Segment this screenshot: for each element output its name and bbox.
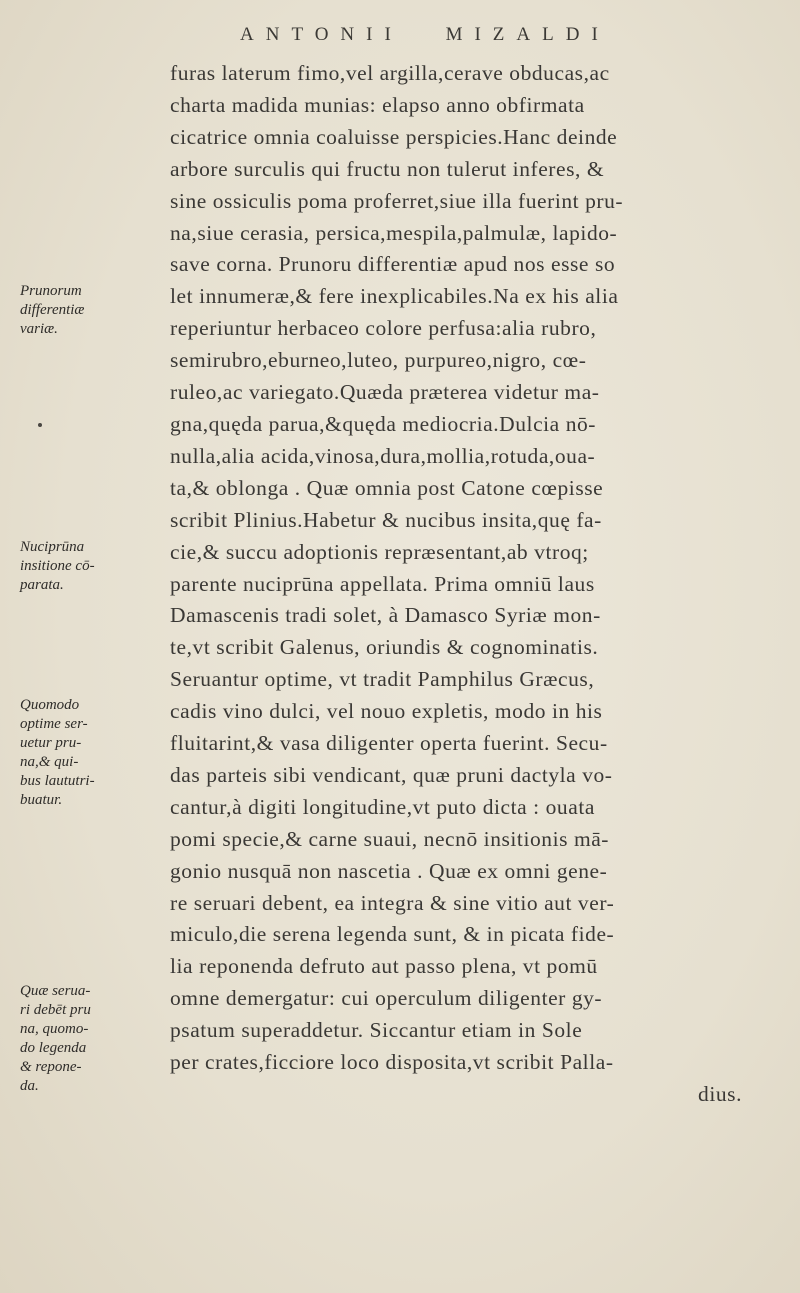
text-line: ta,& oblonga . Quæ omnia post Catone cœpisse [170, 475, 604, 500]
text-line: na,siue cerasia, persica,mespila,palmulæ, lapido- [170, 220, 618, 245]
text-line: ruleo,ac variegato.Quæda præterea videtur ma- [170, 380, 600, 405]
margin-note-line: parata. [20, 577, 64, 593]
margin-note-line: do legenda [20, 1040, 87, 1056]
header-word-1: ANTONII [240, 24, 403, 45]
margin-note-line: optime ser- [20, 716, 88, 732]
margin-note-line: Nuciprūna [20, 539, 85, 555]
margin-note-line: insitione cō- [20, 558, 95, 574]
text-line: Damascenis tradi solet, à Damasco Syriæ mon- [170, 603, 601, 628]
text-line: das parteis sibi vendicant, quæ pruni dactyla vo- [170, 762, 613, 787]
main-text-block [170, 58, 770, 1111]
margin-note-line: variæ. [20, 321, 58, 337]
text-line: te,vt scribit Galenus, oriundis & cognominatis. [170, 635, 599, 660]
text-line: cantur,à digiti longitudine,vt puto dicta : ouata [170, 794, 595, 819]
running-header [240, 24, 720, 46]
text-line: nulla,alia acida,vinosa,dura,mollia,rotuda,oua- [170, 443, 596, 468]
text-line: gonio nusquā non nascetia . Quæ ex omni gene- [170, 858, 608, 883]
text-line-final: dius. [698, 1082, 742, 1106]
text-line: let innumeræ,& fere inexplicabiles.Na ex his alia [170, 284, 619, 309]
margin-note-line: da. [20, 1078, 39, 1094]
margin-note-line: na,& qui- [20, 754, 79, 770]
text-line: parente nuciprūna appellata. Prima omniū laus [170, 571, 595, 596]
margin-note-line: Quæ serua- [20, 983, 91, 999]
margin-note-line: Quomodo [20, 697, 80, 713]
text-line: re seruari debent, ea integra & sine vitio aut ver- [170, 890, 615, 915]
text-line: semirubro,eburneo,luteo, purpureo,nigro, cœ- [170, 348, 587, 373]
margin-note-line: & repone- [20, 1059, 82, 1075]
margin-note-line: uetur pru- [20, 735, 82, 751]
text-line: Seruantur optime, vt tradit Pamphilus Græcus, [170, 667, 595, 692]
text-line: lia reponenda defruto aut passo plena, vt pomū [170, 954, 598, 979]
header-word-2: MIZALDI [445, 24, 610, 45]
margin-note-nuciprunna [20, 538, 160, 595]
text-line: cie,& succu adoptionis repræsentant,ab vtroq; [170, 539, 589, 564]
text-line: per crates,ficciore loco disposita,vt scribit Palla- [170, 1050, 614, 1075]
text-line: furas laterum fimo,vel argilla,cerave obducas,ac [170, 61, 610, 85]
margin-note-line: Prunorum [20, 283, 82, 299]
margin-note-line: bus laututri- [20, 773, 95, 789]
margin-note-line: na, quomo- [20, 1021, 89, 1037]
text-line: miculo,die serena legenda sunt, & in picata fide- [170, 922, 615, 947]
text-line: pomi specie,& carne suaui, necnō insitionis mā- [170, 826, 610, 851]
margin-note-line: buatur. [20, 792, 63, 808]
margin-note-prunorum [20, 282, 160, 339]
text-line: save corna. Prunoru differentiæ apud nos esse so [170, 252, 616, 277]
text-line: cadis vino dulci, vel nouo expletis, modo in his [170, 699, 603, 724]
text-line: psatum superaddetur. Siccantur etiam in Sole [170, 1018, 583, 1043]
text-line: scribit Plinius.Habetur & nucibus insita,quę fa- [170, 507, 602, 532]
margin-note-quae-seruari [20, 982, 160, 1096]
text-line: fluitarint,& vasa diligenter operta fuerint. Secu- [170, 731, 608, 756]
text-line: charta madida munias: elapso anno obfirmata [170, 92, 585, 117]
text-line: sine ossiculis poma proferret,siue illa fuerint pru- [170, 188, 624, 213]
margin-note-quomodo [20, 696, 160, 810]
text-line: omne demergatur: cui operculum diligenter gy- [170, 986, 603, 1011]
margin-note-line: ri debēt pru [20, 1002, 91, 1018]
text-line: reperiuntur herbaceo colore perfusa:alia rubro, [170, 316, 597, 341]
margin-dot [38, 423, 42, 427]
text-line: gna,quęda parua,&quęda mediocria.Dulcia nō- [170, 411, 597, 436]
text-line: arbore surculis qui fructu non tulerut inferes, & [170, 156, 605, 181]
text-line: cicatrice omnia coaluisse perspicies.Hanc deinde [170, 124, 618, 149]
margin-note-line: differentiæ [20, 302, 85, 318]
